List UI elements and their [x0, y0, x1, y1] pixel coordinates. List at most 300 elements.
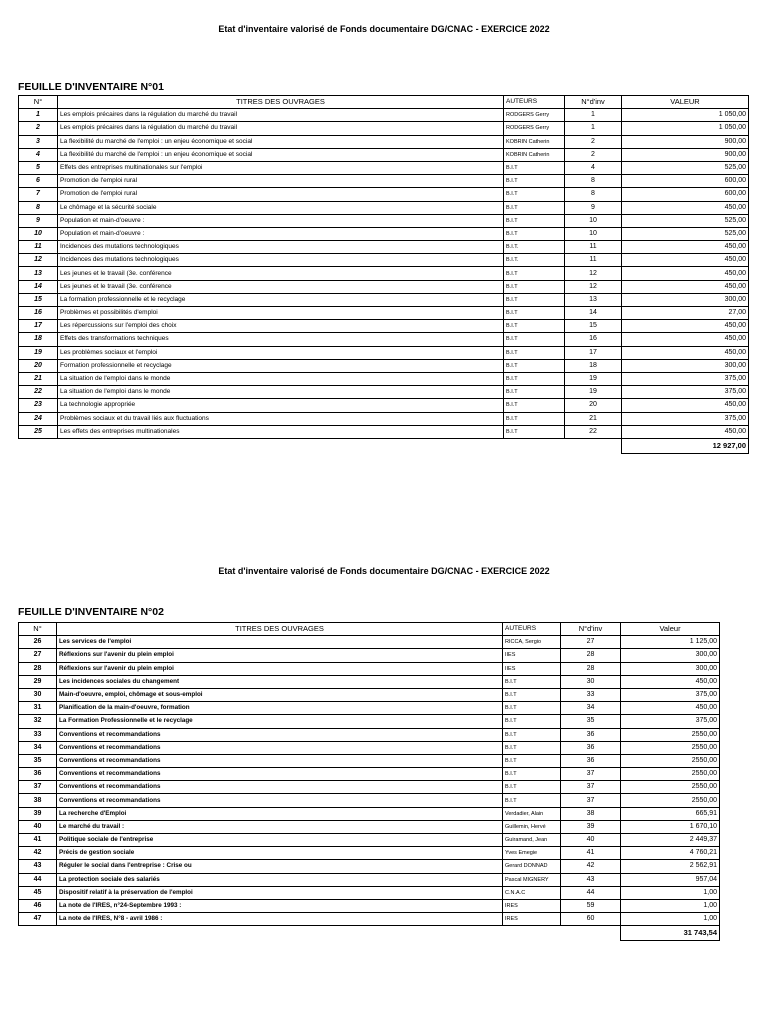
row-title: La situation de l'emploi dans le monde	[58, 386, 504, 399]
total-row	[19, 926, 720, 941]
row-author: B.I.T	[504, 346, 565, 359]
table-row	[19, 873, 720, 886]
row-inventory-number: 18	[565, 359, 622, 372]
row-value: 450,00	[622, 333, 749, 346]
row-value: 450,00	[621, 702, 720, 715]
table-row	[19, 280, 749, 293]
row-author: Verdadier, Alain	[503, 807, 561, 820]
row-author: B.I.T	[504, 399, 565, 412]
row-author: Gerard DONNAD	[503, 860, 561, 873]
row-title: La flexibilité du marché de l'emploi : un enjeu économique et social	[58, 135, 504, 148]
row-title: Formation professionnelle et recyclage	[58, 359, 504, 372]
row-title: La formation professionnelle et le recyclage	[58, 293, 504, 306]
row-number: 15	[19, 293, 58, 306]
row-author: B.I.T	[503, 675, 561, 688]
row-number: 31	[19, 702, 57, 715]
row-value: 600,00	[622, 188, 749, 201]
row-value: 375,00	[622, 372, 749, 385]
row-author: B.I.T	[504, 359, 565, 372]
col-inv-header: N°d'inv	[565, 96, 622, 109]
row-author: IRES	[503, 913, 561, 926]
row-number: 23	[19, 399, 58, 412]
table-row	[19, 267, 749, 280]
row-inventory-number: 22	[565, 425, 622, 438]
col-inv-header: N°d'inv	[561, 623, 621, 636]
row-value: 1 670,10	[621, 820, 720, 833]
row-inventory-number: 44	[561, 886, 621, 899]
row-author: C.N.A.C	[503, 886, 561, 899]
row-number: 30	[19, 688, 57, 701]
row-title: Les emplois précaires dans la régulation du marché du travail	[58, 109, 504, 122]
row-value: 300,00	[621, 662, 720, 675]
row-number: 45	[19, 886, 57, 899]
row-title: Main-d'oeuvre, emploi, chômage et sous-emploi	[57, 688, 503, 701]
row-number: 13	[19, 267, 58, 280]
row-number: 25	[19, 425, 58, 438]
row-title: Problèmes sociaux et du travail liés aux fluctuations	[58, 412, 504, 425]
table-row	[19, 715, 720, 728]
row-number: 40	[19, 820, 57, 833]
table-row	[19, 307, 749, 320]
table-row	[19, 201, 749, 214]
row-inventory-number: 20	[565, 399, 622, 412]
row-author: B.I.T	[504, 227, 565, 240]
table-row	[19, 728, 720, 741]
row-number: 4	[19, 148, 58, 161]
total-value: 31 743,54	[621, 926, 720, 941]
row-author: IIES	[503, 662, 561, 675]
table-row	[19, 188, 749, 201]
row-number: 22	[19, 386, 58, 399]
row-value: 2550,00	[621, 794, 720, 807]
row-author: B.I.T	[504, 293, 565, 306]
row-inventory-number: 41	[561, 847, 621, 860]
row-title: Les effets des entreprises multinationales	[58, 425, 504, 438]
col-value-header: Valeur	[621, 623, 720, 636]
sheet-label-2: FEUILLE D'INVENTAIRE N°02	[18, 606, 164, 618]
row-title: La technologie appropriée	[58, 399, 504, 412]
row-number: 28	[19, 662, 57, 675]
row-value: 525,00	[622, 161, 749, 174]
row-value: 1 050,00	[622, 122, 749, 135]
row-inventory-number: 8	[565, 188, 622, 201]
inventory-table-1	[18, 95, 749, 454]
row-title: La flexibilité du marché de l'emploi : un enjeu économique et social	[58, 148, 504, 161]
total-row	[19, 438, 749, 453]
total-value: 12 927,00	[622, 438, 749, 453]
row-number: 7	[19, 188, 58, 201]
col-value-header: VALEUR	[622, 96, 749, 109]
row-author: B.I.T	[504, 425, 565, 438]
row-value: 300,00	[622, 293, 749, 306]
row-value: 375,00	[622, 412, 749, 425]
row-title: La situation de l'emploi dans le monde	[58, 372, 504, 385]
row-author: B.I.T	[504, 188, 565, 201]
row-number: 17	[19, 320, 58, 333]
row-value: 450,00	[622, 280, 749, 293]
row-title: Les jeunes et le travail (3e. conférence	[58, 280, 504, 293]
row-inventory-number: 21	[565, 412, 622, 425]
row-value: 2 562,91	[621, 860, 720, 873]
row-author: B.I.T	[504, 280, 565, 293]
row-title: Promotion de l'emploi rural	[58, 175, 504, 188]
row-number: 39	[19, 807, 57, 820]
row-inventory-number: 27	[561, 636, 621, 649]
table-row	[19, 662, 720, 675]
table-row	[19, 148, 749, 161]
row-title: Les incidences sociales du changement	[57, 675, 503, 688]
table-header-row	[19, 623, 720, 636]
row-number: 14	[19, 280, 58, 293]
row-inventory-number: 2	[565, 148, 622, 161]
row-title: Dispositif relatif à la préservation de l'emploi	[57, 886, 503, 899]
row-author: B.I.T	[504, 214, 565, 227]
row-title: La recherche d'Emploi	[57, 807, 503, 820]
row-number: 21	[19, 372, 58, 385]
row-inventory-number: 36	[561, 754, 621, 767]
row-title: Les problèmes sociaux et l'emploi	[58, 346, 504, 359]
table-row	[19, 241, 749, 254]
row-inventory-number: 12	[565, 267, 622, 280]
row-inventory-number: 42	[561, 860, 621, 873]
table-row	[19, 860, 720, 873]
row-value: 1 125,00	[621, 636, 720, 649]
row-number: 5	[19, 161, 58, 174]
row-author: B.I.T	[503, 794, 561, 807]
row-title: Population et main-d'oeuvre :	[58, 214, 504, 227]
row-number: 32	[19, 715, 57, 728]
report-title-1: Etat d'inventaire valorisé de Fonds documentaire DG/CNAC - EXERCICE 2022	[218, 24, 550, 34]
row-title: Incidences des mutations technologiques	[58, 241, 504, 254]
row-number: 37	[19, 781, 57, 794]
row-author: IIES	[503, 649, 561, 662]
row-value: 1,00	[621, 899, 720, 912]
row-title: Précis de gestion sociale	[57, 847, 503, 860]
row-author: Guiramand, Jean	[503, 834, 561, 847]
row-number: 44	[19, 873, 57, 886]
table-row	[19, 741, 720, 754]
row-title: Effets des transformations techniques	[58, 333, 504, 346]
row-number: 18	[19, 333, 58, 346]
row-inventory-number: 37	[561, 794, 621, 807]
row-value: 525,00	[622, 214, 749, 227]
table-row	[19, 122, 749, 135]
table-row	[19, 359, 749, 372]
row-number: 16	[19, 307, 58, 320]
row-author: B.I.T	[504, 267, 565, 280]
row-title: La note de l'IRES, n°24-Septembre 1993 :	[57, 899, 503, 912]
row-number: 2	[19, 122, 58, 135]
row-inventory-number: 34	[561, 702, 621, 715]
row-number: 12	[19, 254, 58, 267]
row-author: Pascal MIGNERY	[503, 873, 561, 886]
row-number: 10	[19, 227, 58, 240]
row-author: B.I.T	[503, 781, 561, 794]
table-row	[19, 807, 720, 820]
row-title: Les emplois précaires dans la régulation du marché du travail	[58, 122, 504, 135]
table-row	[19, 161, 749, 174]
row-title: Conventions et recommandations	[57, 741, 503, 754]
table-row	[19, 346, 749, 359]
row-inventory-number: 28	[561, 662, 621, 675]
row-inventory-number: 1	[565, 109, 622, 122]
row-number: 35	[19, 754, 57, 767]
row-title: La Formation Professionnelle et le recyclage	[57, 715, 503, 728]
row-inventory-number: 19	[565, 386, 622, 399]
row-value: 4 760,21	[621, 847, 720, 860]
row-value: 900,00	[622, 148, 749, 161]
row-title: La protection sociale des salariés	[57, 873, 503, 886]
row-author: IRES	[503, 899, 561, 912]
row-inventory-number: 10	[565, 227, 622, 240]
col-title-header: TITRES DES OUVRAGES	[58, 96, 504, 109]
row-value: 450,00	[622, 267, 749, 280]
row-number: 1	[19, 109, 58, 122]
row-author: B.I.T	[504, 333, 565, 346]
row-value: 2550,00	[621, 768, 720, 781]
row-inventory-number: 11	[565, 254, 622, 267]
row-inventory-number: 14	[565, 307, 622, 320]
col-author-header: AUTEURS	[504, 96, 565, 109]
row-inventory-number: 35	[561, 715, 621, 728]
row-title: Les répercussions sur l'emploi des choix	[58, 320, 504, 333]
row-number: 34	[19, 741, 57, 754]
row-value: 27,00	[622, 307, 749, 320]
row-value: 957,04	[621, 873, 720, 886]
row-inventory-number: 37	[561, 768, 621, 781]
table-row	[19, 649, 720, 662]
row-author: KOBRIN Catherin	[504, 148, 565, 161]
row-inventory-number: 59	[561, 899, 621, 912]
row-number: 47	[19, 913, 57, 926]
table-row	[19, 399, 749, 412]
report-title-2: Etat d'inventaire valorisé de Fonds documentaire DG/CNAC - EXERCICE 2022	[218, 566, 550, 576]
row-value: 300,00	[621, 649, 720, 662]
row-value: 375,00	[622, 386, 749, 399]
table-row	[19, 135, 749, 148]
row-title: Planification de la main-d'oeuvre, formation	[57, 702, 503, 715]
table-header-row	[19, 96, 749, 109]
table-row	[19, 333, 749, 346]
row-title: Effets des entreprises multinationales sur l'emploi	[58, 161, 504, 174]
row-author: B.I.T.	[504, 254, 565, 267]
table-row	[19, 175, 749, 188]
row-inventory-number: 8	[565, 175, 622, 188]
row-value: 2 449,37	[621, 834, 720, 847]
row-author: B.I.T	[503, 702, 561, 715]
row-author: B.I.T	[504, 320, 565, 333]
row-number: 42	[19, 847, 57, 860]
row-author: B.I.T	[504, 386, 565, 399]
row-title: Conventions et recommandations	[57, 794, 503, 807]
table-row	[19, 781, 720, 794]
table-row	[19, 899, 720, 912]
row-number: 9	[19, 214, 58, 227]
row-title: Réguler le social dans l'entreprise : Crise ou	[57, 860, 503, 873]
row-value: 1,00	[621, 886, 720, 899]
col-num-header: N°	[19, 623, 57, 636]
row-number: 6	[19, 175, 58, 188]
row-value: 450,00	[621, 675, 720, 688]
row-title: Les services de l'emploi	[57, 636, 503, 649]
row-value: 525,00	[622, 227, 749, 240]
row-title: Le chômage et la sécurité sociale	[58, 201, 504, 214]
row-value: 450,00	[622, 241, 749, 254]
row-inventory-number: 28	[561, 649, 621, 662]
row-title: Conventions et recommandations	[57, 754, 503, 767]
table-row	[19, 293, 749, 306]
table-row	[19, 702, 720, 715]
row-inventory-number: 43	[561, 873, 621, 886]
row-author: B.I.T	[503, 728, 561, 741]
row-number: 43	[19, 860, 57, 873]
row-author: Guillemin, Hervé	[503, 820, 561, 833]
row-title: Promotion de l'emploi rural	[58, 188, 504, 201]
row-number: 38	[19, 794, 57, 807]
row-number: 26	[19, 636, 57, 649]
row-inventory-number: 16	[565, 333, 622, 346]
row-author: B.I.T	[503, 688, 561, 701]
row-author: RICCA, Sergio	[503, 636, 561, 649]
row-inventory-number: 39	[561, 820, 621, 833]
row-title: Incidences des mutations technologiques	[58, 254, 504, 267]
row-inventory-number: 1	[565, 122, 622, 135]
row-inventory-number: 12	[565, 280, 622, 293]
row-author: B.I.T	[503, 715, 561, 728]
row-number: 19	[19, 346, 58, 359]
table-row	[19, 675, 720, 688]
table-row	[19, 794, 720, 807]
row-number: 8	[19, 201, 58, 214]
row-title: Conventions et recommandations	[57, 781, 503, 794]
table-row	[19, 214, 749, 227]
row-value: 450,00	[622, 201, 749, 214]
row-number: 3	[19, 135, 58, 148]
row-value: 2550,00	[621, 754, 720, 767]
row-title: Conventions et recommandations	[57, 728, 503, 741]
row-inventory-number: 19	[565, 372, 622, 385]
table-row	[19, 425, 749, 438]
col-title-header: TITRES DES OUVRAGES	[57, 623, 503, 636]
row-number: 24	[19, 412, 58, 425]
row-inventory-number: 36	[561, 728, 621, 741]
row-number: 11	[19, 241, 58, 254]
row-number: 41	[19, 834, 57, 847]
row-number: 33	[19, 728, 57, 741]
row-value: 665,91	[621, 807, 720, 820]
row-inventory-number: 60	[561, 913, 621, 926]
row-author: B.I.T.	[504, 241, 565, 254]
row-number: 20	[19, 359, 58, 372]
row-author: B.I.T	[503, 768, 561, 781]
col-author-header: AUTEURS	[503, 623, 561, 636]
table-row	[19, 847, 720, 860]
row-value: 1 050,00	[622, 109, 749, 122]
row-author: B.I.T	[503, 754, 561, 767]
row-title: Problèmes et possibilités d'emploi	[58, 307, 504, 320]
row-inventory-number: 2	[565, 135, 622, 148]
sheet-label-1: FEUILLE D'INVENTAIRE N°01	[18, 81, 164, 93]
inventory-table-2	[18, 622, 720, 941]
row-author: B.I.T	[503, 741, 561, 754]
row-inventory-number: 40	[561, 834, 621, 847]
table-row	[19, 754, 720, 767]
row-inventory-number: 33	[561, 688, 621, 701]
table-row	[19, 913, 720, 926]
row-value: 450,00	[622, 254, 749, 267]
row-inventory-number: 36	[561, 741, 621, 754]
row-title: Politique sociale de l'entreprise	[57, 834, 503, 847]
row-inventory-number: 37	[561, 781, 621, 794]
row-value: 450,00	[622, 346, 749, 359]
row-value: 600,00	[622, 175, 749, 188]
table-row	[19, 886, 720, 899]
row-title: Le marché du travail :	[57, 820, 503, 833]
row-author: RODGERS Gerry	[504, 122, 565, 135]
table-row	[19, 768, 720, 781]
row-value: 900,00	[622, 135, 749, 148]
row-inventory-number: 15	[565, 320, 622, 333]
row-title: Conventions et recommandations	[57, 768, 503, 781]
row-title: Les jeunes et le travail (3e. conférence	[58, 267, 504, 280]
row-author: Yves Emegie	[503, 847, 561, 860]
row-author: B.I.T	[504, 412, 565, 425]
row-author: B.I.T	[504, 175, 565, 188]
row-inventory-number: 38	[561, 807, 621, 820]
row-author: B.I.T	[504, 201, 565, 214]
table-row	[19, 109, 749, 122]
row-author: RODGERS Gerry	[504, 109, 565, 122]
row-value: 450,00	[622, 425, 749, 438]
row-inventory-number: 10	[565, 214, 622, 227]
row-inventory-number: 30	[561, 675, 621, 688]
table-row	[19, 636, 720, 649]
row-inventory-number: 4	[565, 161, 622, 174]
row-inventory-number: 13	[565, 293, 622, 306]
row-value: 375,00	[621, 688, 720, 701]
row-author: B.I.T	[504, 307, 565, 320]
row-value: 2550,00	[621, 741, 720, 754]
row-inventory-number: 9	[565, 201, 622, 214]
row-author: B.I.T	[504, 161, 565, 174]
row-author: KOBRIN Catherin	[504, 135, 565, 148]
table-row	[19, 227, 749, 240]
row-inventory-number: 17	[565, 346, 622, 359]
row-value: 1,00	[621, 913, 720, 926]
row-title: La note de l'IRES, N°8 - avril 1986 :	[57, 913, 503, 926]
row-value: 450,00	[622, 399, 749, 412]
table-row	[19, 820, 720, 833]
table-row	[19, 834, 720, 847]
row-number: 36	[19, 768, 57, 781]
row-value: 375,00	[621, 715, 720, 728]
row-number: 27	[19, 649, 57, 662]
row-inventory-number: 11	[565, 241, 622, 254]
table-row	[19, 320, 749, 333]
row-title: Réflexions sur l'avenir du plein emploi	[57, 649, 503, 662]
row-value: 2550,00	[621, 728, 720, 741]
row-title: Population et main-d'oeuvre :	[58, 227, 504, 240]
table-row	[19, 688, 720, 701]
row-value: 450,00	[622, 320, 749, 333]
row-value: 300,00	[622, 359, 749, 372]
row-number: 46	[19, 899, 57, 912]
table-row	[19, 254, 749, 267]
row-author: B.I.T	[504, 372, 565, 385]
col-num-header: N°	[19, 96, 58, 109]
table-row	[19, 372, 749, 385]
row-value: 2550,00	[621, 781, 720, 794]
